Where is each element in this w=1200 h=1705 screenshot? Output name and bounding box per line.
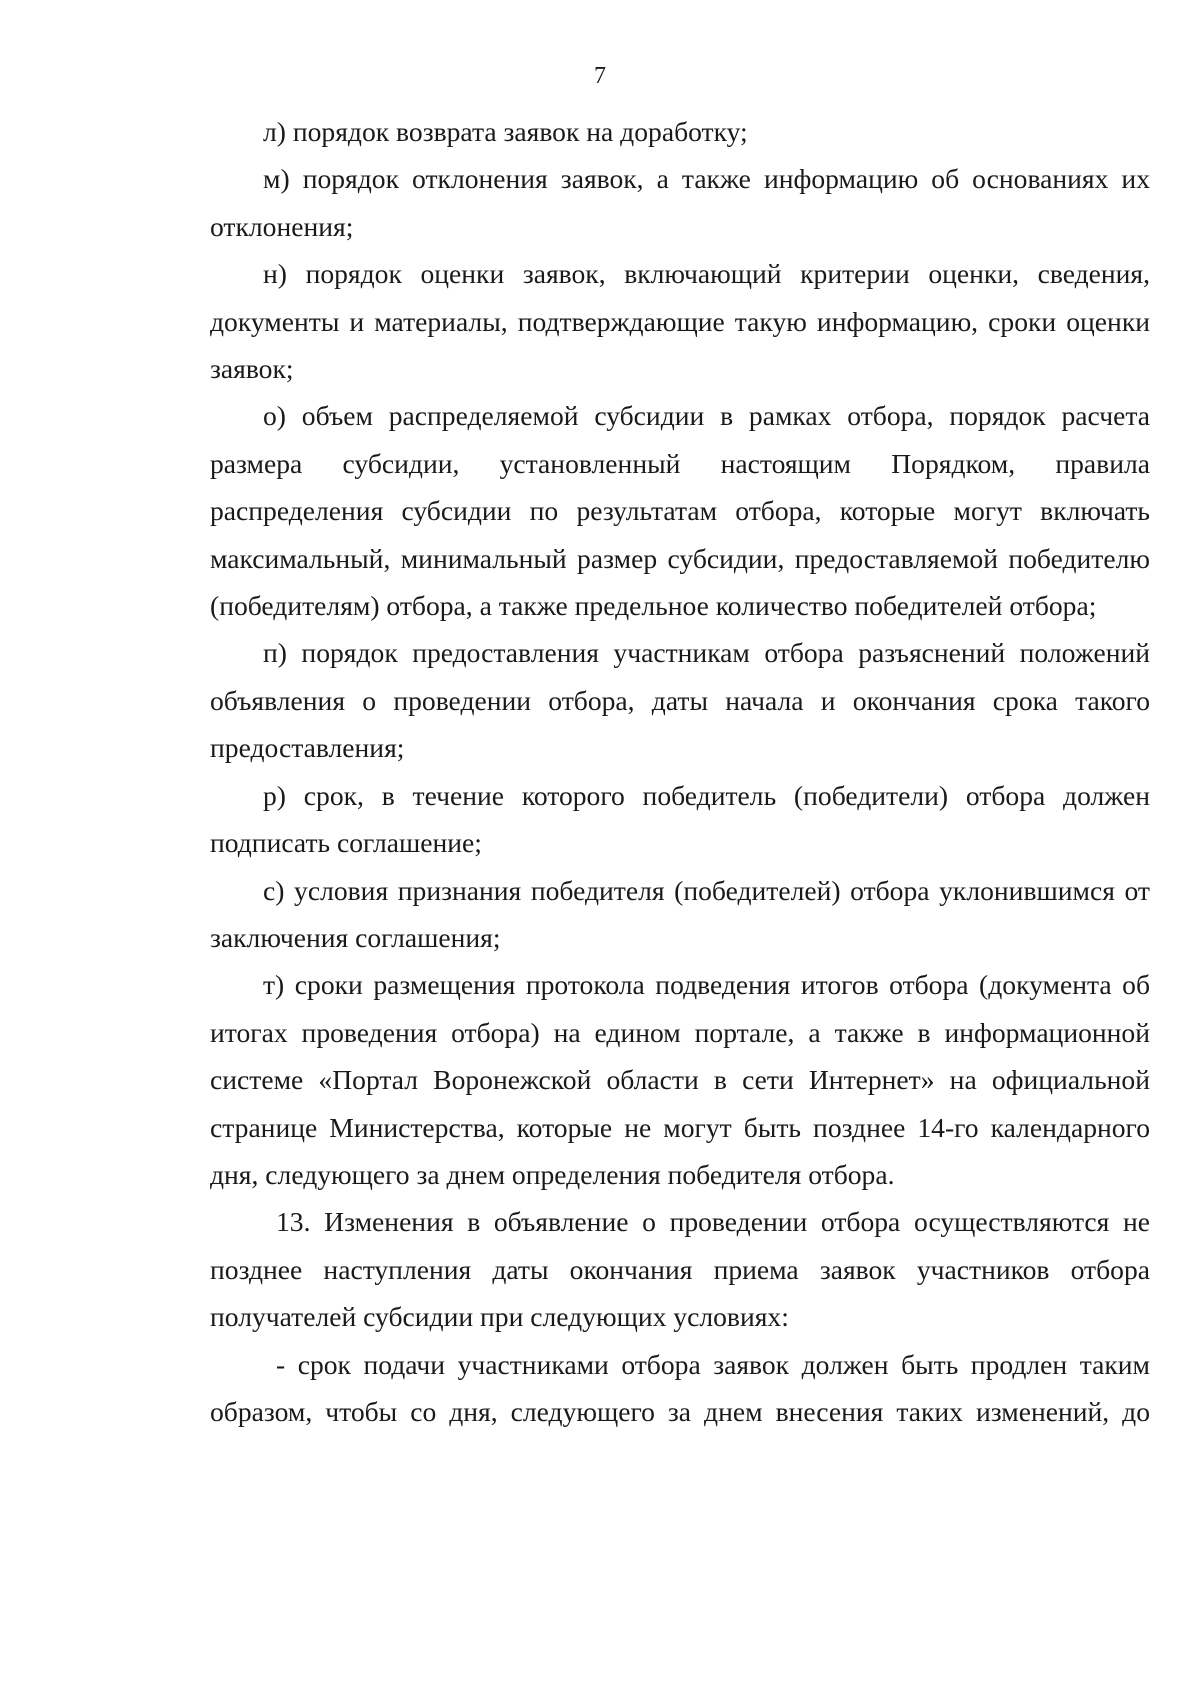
- paragraph-t: т) сроки размещения протокола подведения итогов отбора (документа об итогах проведения отбора) на едином портале, а также в информационной системе «Портал Воронежской области в сети Интернет» на официальной странице Министерства, которые не могут быть позднее 14-го календарного дня, следующего за днем определения победителя отбора.: [210, 969, 1150, 1190]
- paragraph-l: л) порядок возврата заявок на доработку;: [263, 116, 748, 147]
- paragraph-13: 13. Изменения в объявление о проведении отбора осуществляются не позднее наступления даты окончания приема заявок участников отбора получателей субсидии при следующих условиях:: [210, 1206, 1150, 1333]
- paragraph-m: м) порядок отклонения заявок, а также информацию об основаниях их отклонения;: [210, 163, 1150, 242]
- paragraph-n: н) порядок оценки заявок, включающий критерии оценки, сведения, документы и материалы, подтверждающие такую информацию, сроки оценки заявок;: [210, 258, 1150, 385]
- paragraph-o: о) объем распределяемой субсидии в рамках отбора, порядок расчета размера субсидии, установленный настоящим Порядком, правила распределения субсидии по результатам отбора, которые могут включать максимальный, минимальный размер субсидии, предоставляемой победителю (победителям) отбора, а также предельное количество победителей отбора;: [210, 400, 1150, 622]
- paragraph-r: р) срок, в течение которого победитель (победители) отбора должен подписать соглашение;: [210, 779, 1150, 859]
- page-number: 7: [594, 63, 606, 89]
- document-body: [210, 108, 1150, 1435]
- paragraph-p: п) порядок предоставления участникам отбора разъяснений положений объявления о проведении отбора, даты начала и окончания срока такого предоставления;: [210, 637, 1150, 764]
- paragraph-s: с) условия признания победителя (победителей) отбора уклонившимся от заключения соглашения;: [210, 874, 1150, 953]
- paragraph-dash-item: - срок подачи участниками отбора заявок должен быть продлен таким образом, чтобы со дня, следующего за днем внесения таких изменений, до: [210, 1348, 1150, 1427]
